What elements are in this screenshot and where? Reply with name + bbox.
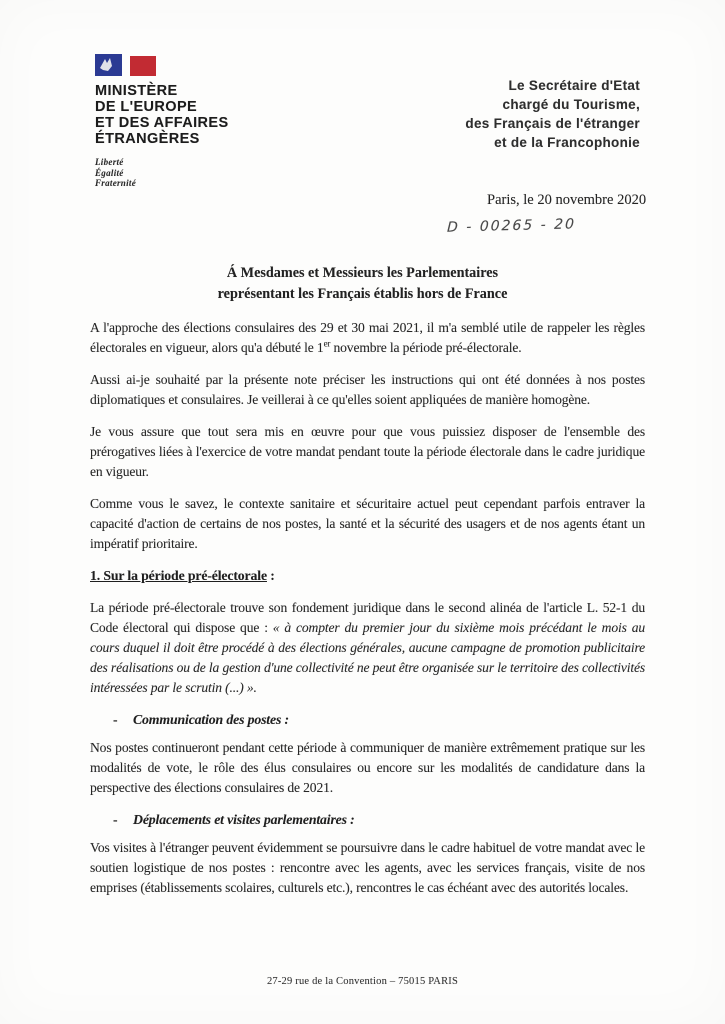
footer-address: 27-29 rue de la Convention – 75015 PARIS [266,976,459,987]
legal-quote: « à compter du premier jour du sixième mois précédant le mois au cours duquel il doit être procédé à des élections générales, aucune campagne de promotion publicitaire des réalisations ou de la gestion d'une collectivité ne peut être organisée sur le territoire des collectivités intéressées par le scrutin (...) ». [90,620,645,695]
french-flag-icon [95,54,157,77]
bullet-dash: - [113,812,118,827]
ministry-logo-block [95,54,325,189]
paragraph-5 [90,598,645,698]
dateline: Paris, le 20 novembre 2020 [487,192,647,208]
sender-title-block [465,76,640,152]
bullet-1-body: Nos postes continueront pendant cette période à communiquer de manière extrêmement pratique sur les modalités de vote, le rôle des élus consulaires ou encore sur les modalités de candidature dans la perspective des élections consulaires de 2021. [90,740,645,795]
section-1-heading [90,566,645,586]
ministry-line: ET DES AFFAIRES [95,115,229,131]
addressee-line: représentant les Français établis hors de France [217,286,508,302]
bullet-2-heading [90,810,645,830]
paragraph-2: Aussi ai-je souhaité par la présente note préciser les instructions qui ont été données à nos postes diplomatiques et consulaires. Je veillerai à ce qu'elles soient appliquées de manière homogène. [90,372,645,407]
sender-line: Le Secrétaire d'Etat [508,78,640,93]
paragraph-4: Comme vous le savez, le contexte sanitaire et sécuritaire actuel peut cependant parfois entraver la capacité d'action de certains de nos postes, la santé et la sécurité des usagers et de nos agents étant un impératif prioritaire. [90,496,645,551]
bullet-dash: - [113,712,118,727]
addressee-block [0,263,725,305]
ministry-line: ÉTRANGÈRES [95,131,200,147]
ministry-line: DE L'EUROPE [95,99,198,115]
paragraph-1-text: A l'approche des élections consulaires des 29 et 30 mai 2021, il m'a semblé utile de rappeler les règles électorales en vigueur, alors qu'a débuté le 1 [90,320,645,355]
ministry-name [95,83,325,147]
sender-line: chargé du Tourisme, [502,97,640,112]
bullet-1-label: Communication des postes : [133,712,289,727]
bullet-2-body: Vos visites à l'étranger peuvent évidemment se poursuivre dans le cadre habituel de votre mandat avec le soutien logistique de nos postes : rencontre avec les agents, avec les services français, visite de nos emprises (établissements scolaires, culturels etc.), rencontres le cas échéant avec des autorités locales. [90,840,645,895]
sender-line: et de la Francophonie [494,135,640,150]
bullet-2-label: Déplacements et visites parlementaires : [133,812,355,827]
bullet-1-heading [90,710,645,730]
ministry-line: MINISTÈRE [95,83,178,99]
paragraph-1 [90,318,645,358]
paragraph-1-text: novembre la période pré-électorale. [330,340,522,355]
paragraph-5-lead: La période pré-électorale trouve son fondement juridique dans le second alinéa de l'article L. 52-1 du Code électoral qui dispose que : [90,600,645,635]
addressee-line: Á Mesdames et Messieurs les Parlementaires [226,265,499,281]
republic-motto [95,157,325,189]
letter-body [90,318,645,910]
sender-line: des Français de l'étranger [465,116,640,131]
section-1-title: 1. Sur la période pré-électorale [90,568,267,583]
ordinal-superscript: er [323,338,331,349]
motto-line: Égalité [95,167,124,178]
paragraph-3: Je vous assure que tout sera mis en œuvre pour que vous puissiez disposer de l'ensemble des prérogatives liées à l'exercice de votre mandat pendant toute la période électorale dans le cadre juridique en vigueur. [90,424,645,479]
motto-line: Liberté [95,157,124,167]
handwritten-reference: D - 00265 - 20 [446,216,577,236]
section-1-colon: : [266,568,275,583]
motto-line: Fraternité [95,178,137,188]
